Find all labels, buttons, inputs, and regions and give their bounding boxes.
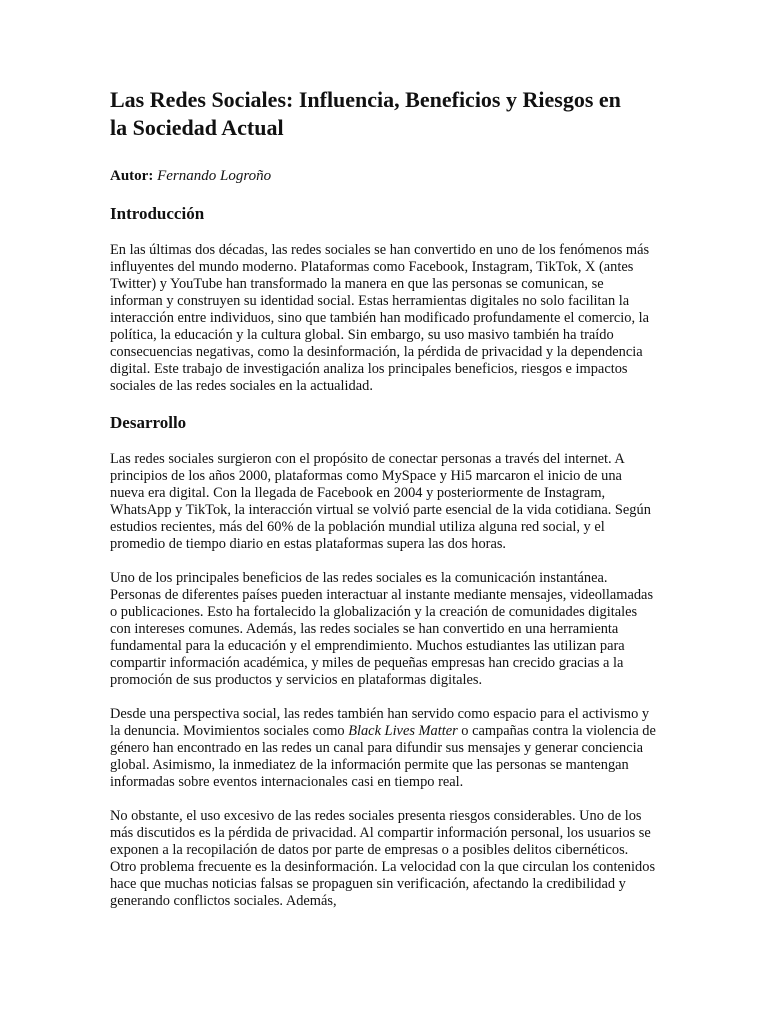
author-line <box>110 167 658 185</box>
section-heading-introduction: Introducción <box>110 204 205 223</box>
author-name: Fernando Logroño <box>157 168 272 184</box>
document-page <box>110 86 658 927</box>
development-paragraph-2: Uno de los principales beneficios de las redes sociales es la comunicación instantánea. Personas de diferentes países pueden interactuar al instante mediante mensajes, videollamadas o publicaciones. Esto ha fortalecido la globalización y la creación de comunidades digitales con intereses comunes. Además, las redes sociales se han convertido en una herramienta fundamental para la educación y el emprendimiento. Muchos estudiantes las utilizan para compartir información académica, y miles de pequeñas empresas han crecido gracias a la promoción de sus productos y servicios en plataformas digitales. <box>110 570 654 688</box>
development-paragraph-1: Las redes sociales surgieron con el propósito de conectar personas a través del internet. A principios de los años 2000, plataformas como MySpace y Hi5 marcaron el inicio de una nueva era digital. Con la llegada de Facebook en 2004 y posteriormente de Instagram, WhatsApp y TikTok, la interacción virtual se volvió parte esencial de la vida cotidiana. Según estudios recientes, más del 60% de la población mundial utiliza alguna red social, y el promedio de tiempo diario en estas plataformas supera las dos horas. <box>110 451 651 552</box>
development-paragraph-3 <box>110 706 658 791</box>
author-label: Autor: <box>110 168 154 184</box>
title-line-2: la Sociedad Actual <box>110 115 284 140</box>
paragraph-3-text-before: Desde una perspectiva social, las redes también han servido como espacio para el activismo y la denuncia. Movimientos sociales como <box>110 706 650 739</box>
title-line-1: Las Redes Sociales: Influencia, Beneficios y Riesgos en <box>110 87 621 112</box>
paragraph-3-text-after: o campañas contra la violencia de género han encontrado en las redes un canal para difundir sus mensajes y generar conciencia global. Asimismo, la inmediatez de la información permite que las personas se mantengan informadas sobre eventos internacionales casi en tiempo real. <box>110 723 656 790</box>
document-title <box>110 86 658 142</box>
section-heading-development: Desarrollo <box>110 413 187 432</box>
movement-name-italic: Black Lives Matter <box>348 723 458 739</box>
intro-paragraph: En las últimas dos décadas, las redes sociales se han convertido en uno de los fenómenos más influyentes del mundo moderno. Plataformas como Facebook, Instagram, TikTok, X (antes Twitter) y YouTube han transformado la manera en que las personas se comunican, se informan y construyen su identidad social. Estas herramientas digitales no solo facilitan la interacción entre individuos, sino que también han modificado profundamente el comercio, la política, la educación y la cultura global. Sin embargo, su uso masivo también ha traído consecuencias negativas, como la desinformación, la pérdida de privacidad y la dependencia digital. Este trabajo de investigación analiza los principales beneficios, riesgos e impactos sociales de las redes sociales en la actualidad. <box>110 242 650 394</box>
development-paragraph-4: No obstante, el uso excesivo de las redes sociales presenta riesgos considerables. Uno de los más discutidos es la pérdida de privacidad. Al compartir información personal, los usuarios se exponen a la recopilación de datos por parte de empresas o a posibles delitos cibernéticos. Otro problema frecuente es la desinformación. La velocidad con la que circulan los contenidos hace que muchas noticias falsas se propaguen sin verificación, afectando la credibilidad y generando conflictos sociales. Además, <box>110 808 656 909</box>
